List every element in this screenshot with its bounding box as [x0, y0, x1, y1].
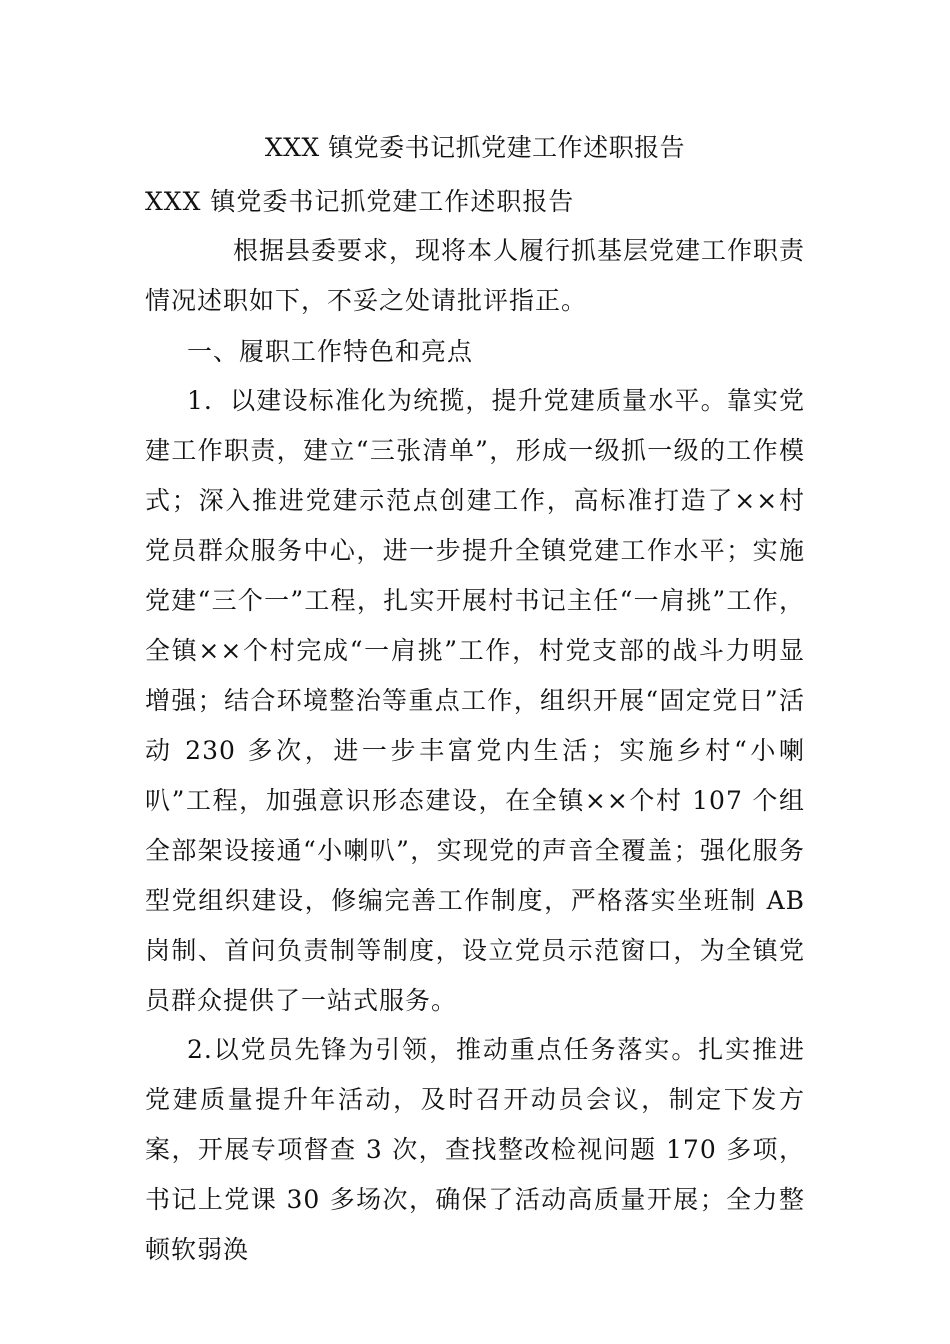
document-title: XXX 镇党委书记抓党建工作述职报告: [264, 133, 686, 162]
section-heading: 一、履职工作特色和亮点: [187, 337, 474, 366]
body-paragraph-2: 2.以党员先锋为引领，推动重点任务落实。扎实推进党建质量提升年活动，及时召开动员会议，制定下发方案，开展专项督查 3 次，查找整改检视问题 170 多项，书记上党课 30 多场次，确保了活动高质量开展；全力整顿软弱涣: [145, 1035, 805, 1264]
document-subtitle: XXX 镇党委书记抓党建工作述职报告: [145, 187, 575, 216]
body-paragraph-1: 1．以建设标准化为统揽，提升党建质量水平。靠实党建工作职责，建立“三张清单”，形成一级抓一级的工作模式；深入推进党建示范点创建工作，高标准打造了××村党员群众服务中心，进一步提升全镇党建工作水平；实施党建“三个一”工程，扎实开展村书记主任“一肩挑”工作，全镇××个村完成“一肩挑”工作，村党支部的战斗力明显增强；结合环境整治等重点工作，组织开展“固定党日”活动 230 多次，进一步丰富党内生活；实施乡村“小喇叭”工程，加强意识形态建设，在全镇××个村 107 个组全部架设接通“小喇叭”，实现党的声音全覆盖；强化服务型党组织建设，修编完善工作制度，严格落实坐班制 AB 岗制、首问负责制等制度，设立党员示范窗口，为全镇党员群众提供了一站式服务。: [145, 386, 805, 1015]
intro-paragraph: 根据县委要求，现将本人履行抓基层党建工作职责情况述职如下，不妥之处请批评指正。: [145, 236, 806, 315]
